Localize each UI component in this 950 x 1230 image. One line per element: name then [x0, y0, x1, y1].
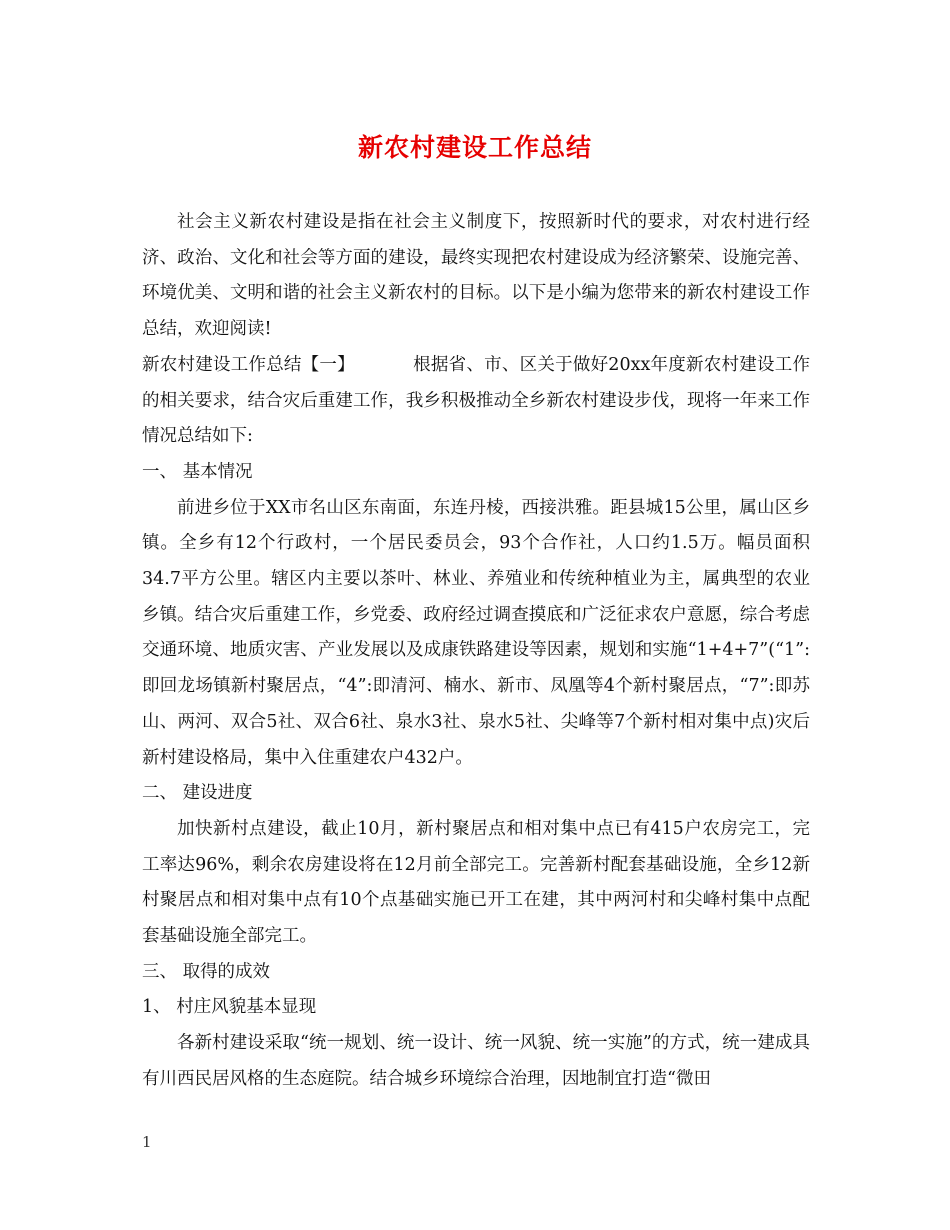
heading-construction-progress: 二、 建设进度 [142, 783, 253, 804]
heading-basic-situation: 一、 基本情况 [142, 461, 253, 482]
heading-village-appearance: 1、 村庄风貌基本显现 [142, 997, 317, 1018]
section-one-text: 根据省、市、区关于做好20xx年度新农村建设工作的相关要求，结合灾后重建工作，我乡积极推动全乡新农村建设步伐，现将一年来工作情况总结如下: [142, 354, 810, 447]
section-one-label: 新农村建设工作总结【一】 [142, 354, 355, 375]
document-body [142, 205, 810, 1098]
section-one-paragraph [142, 348, 810, 455]
document-title: 新农村建设工作总结 [357, 133, 592, 162]
village-appearance-paragraph: 各新村建设采取“统一规划、统一设计、统一风貌、统一实施”的方式，统一建成具有川西民居风格的生态庭院。结合城乡环境综合治理，因地制宜打造“微田 [142, 1033, 810, 1089]
basic-situation-paragraph: 前进乡位于XX市名山区东南面，东连丹棱，西接洪雅。距县城15公里，属山区乡镇。全乡有12个行政村，一个居民委员会，93个合作社，人口约1.5万。幅员面积34.7平方公里。辖区内主要以茶叶、林业、养殖业和传统种植业为主，属典型的农业乡镇。结合灾后重建工作，乡党委、政府经过调查摸底和广泛征求农户意愿，综合考虑交通环境、地质灾害、产业发展以及成康铁路建设等因素，规划和实施“1+4+7”(“1”:即回龙场镇新村聚居点，“4”:即清河、楠水、新市、凤凰等4个新村聚居点，“7”:即苏山、两河、双合5社、双合6社、泉水3社、泉水5社、尖峰等7个新村相对集中点)灾后新村建设格局，集中入住重建农户432户。 [142, 497, 810, 768]
page-number: 1 [142, 1133, 152, 1151]
heading-achievements: 三、 取得的成效 [142, 961, 271, 982]
intro-paragraph: 社会主义新农村建设是指在社会主义制度下，按照新时代的要求，对农村进行经济、政治、文化和社会等方面的建设，最终实现把农村建设成为经济繁荣、设施完善、环境优美、文明和谐的社会主义新农村的目标。以下是小编为您带来的新农村建设工作总结，欢迎阅读! [142, 212, 810, 340]
construction-progress-paragraph: 加快新村点建设，截止10月，新村聚居点和相对集中点已有415户农房完工，完工率达96%，剩余农房建设将在12月前全部完工。完善新村配套基础设施，全乡12新村聚居点和相对集中点有10个点基础实施已开工在建，其中两河村和尖峰村集中点配套基础设施全部完工。 [142, 818, 810, 947]
